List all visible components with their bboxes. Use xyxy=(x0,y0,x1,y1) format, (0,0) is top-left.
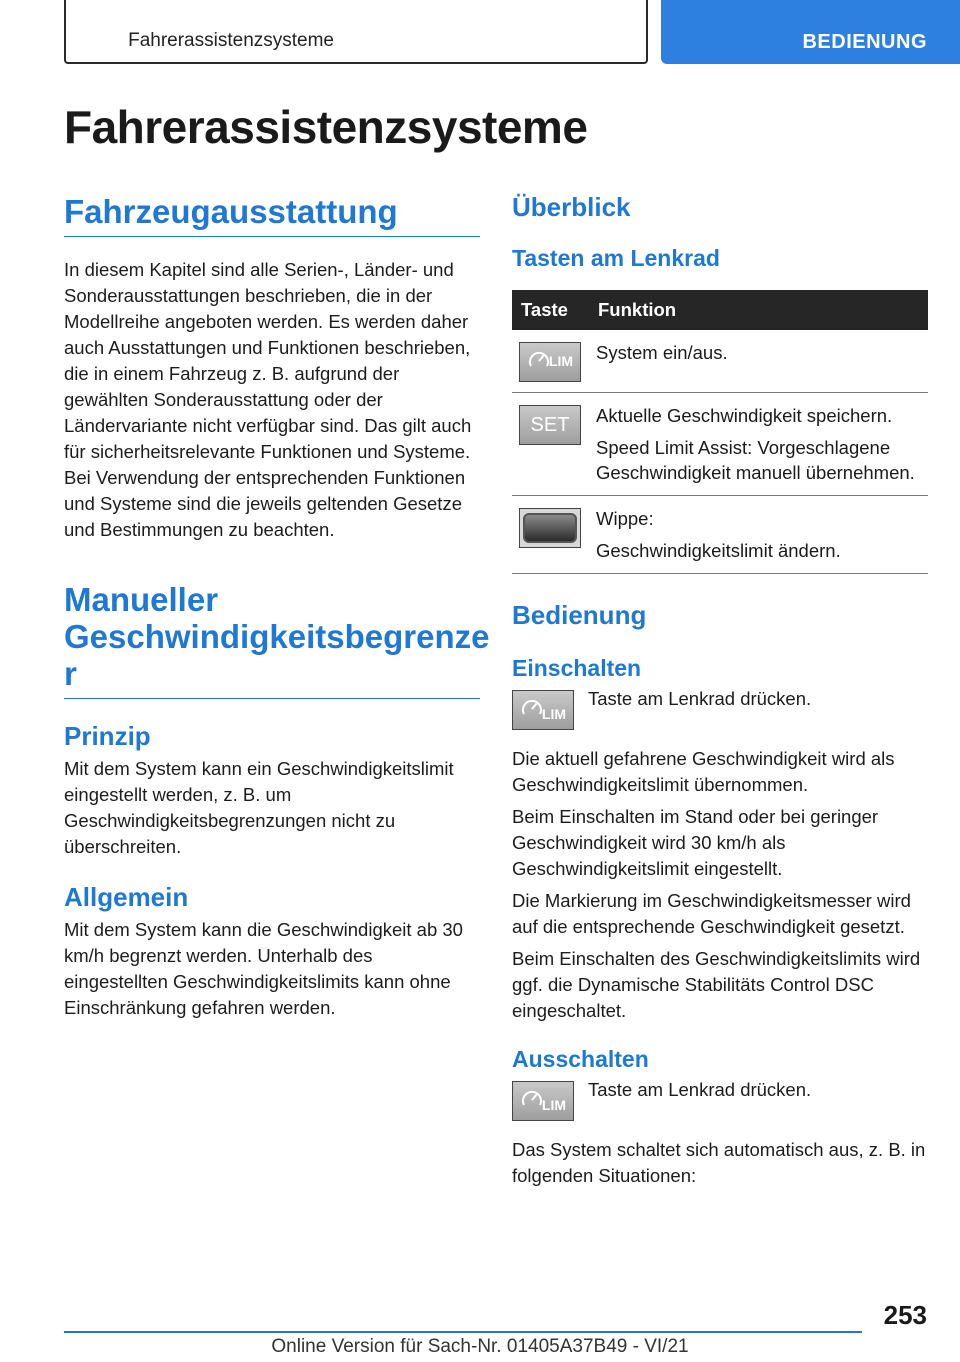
lim-label: LIM xyxy=(541,1097,566,1113)
table-cell-key xyxy=(512,496,589,574)
function-text-secondary: Geschwindigkeitslimit ändern. xyxy=(596,540,841,561)
lim-label: LIM xyxy=(541,706,566,722)
section-title-line-2: Geschwindigkeitsbegrenze xyxy=(64,618,490,655)
subsection-title-tasten: Tasten am Lenkrad xyxy=(512,245,720,271)
prinzip-body: Mit dem System kann ein Geschwindigkeitslimit eingestellt werden, z. B. um Geschwindigkeitsbegrenzungen nicht zu überschreiten. xyxy=(64,758,454,857)
table-header-key: Taste xyxy=(512,290,589,330)
set-button-icon xyxy=(519,405,581,445)
header-chapter-title: BEDIENUNG xyxy=(802,31,927,53)
subsection-title-ausschalten: Ausschalten xyxy=(512,1046,649,1072)
fahrzeugausstattung-body: In diesem Kapitel sind alle Serien-, Länder- und Sonderausstattungen beschrieben, die in der Modellreihe angeboten werden. Es werden daher auch Ausstattungen und Funktionen beschrieben, die in einem Fahrzeug z. B. aufgrund der gewählten Sonderausstattung oder der Ländervariante nicht verfügbar sind. Das gilt auch für sicherheitsrelevante Funktionen und Systeme. Bei Verwendung der entsprechenden Funktionen und Systeme sind die jeweils geltenden Gesetze und Bestimmungen zu beachten. xyxy=(64,259,472,540)
ausschalten-action-text: Taste am Lenkrad drücken. xyxy=(588,1079,812,1100)
function-text-secondary: Speed Limit Assist: Vorgeschlagene Geschwindigkeit manuell übernehmen. xyxy=(596,437,915,483)
lim-button-icon xyxy=(512,690,574,730)
table-header-row xyxy=(512,290,928,330)
section-title-manueller-begrenzer xyxy=(64,581,490,699)
table-cell-function xyxy=(589,330,928,393)
set-label: SET xyxy=(530,413,570,436)
table-cell-key xyxy=(512,393,589,496)
einschalten-paragraph-4: Beim Einschalten des Geschwindigkeitslimits wird ggf. die Dynamische Stabilitäts Control DSC eingeschaltet. xyxy=(512,948,921,1021)
table-row xyxy=(512,393,928,496)
lim-button-icon xyxy=(519,342,581,382)
rocker-switch-icon xyxy=(519,508,581,548)
table-header-function: Funktion xyxy=(589,290,928,330)
subsection-title-einschalten: Einschalten xyxy=(512,655,642,681)
function-text: System ein/aus. xyxy=(596,342,728,363)
function-text: Aktuelle Geschwindigkeit speichern. xyxy=(596,405,893,426)
ausschalten-paragraph-1: Das System schaltet sich automatisch aus, z. B. in folgenden Situationen: xyxy=(512,1139,926,1186)
einschalten-paragraph-1: Die aktuell gefahrene Geschwindigkeit wird als Geschwindigkeitslimit übernommen. xyxy=(512,748,895,795)
header-tab-chapter xyxy=(661,0,960,64)
right-column xyxy=(512,190,928,1189)
section-title-line-3: r xyxy=(64,655,77,692)
key-function-table xyxy=(512,290,928,574)
header-section-title: Fahrerassistenzsysteme xyxy=(128,30,334,51)
subsection-title-allgemein: Allgemein xyxy=(64,882,189,912)
table-row xyxy=(512,496,928,574)
function-text: Wippe: xyxy=(596,508,654,529)
allgemein-body: Mit dem System kann die Geschwindigkeit ab 30 km/h begrenzt werden. Unterhalb des eingestellten Geschwindigkeitslimits kann ohne Einschränkung gefahren werden. xyxy=(64,919,463,1018)
table-cell-key xyxy=(512,330,589,393)
subsection-title-prinzip: Prinzip xyxy=(64,721,151,751)
einschalten-paragraph-3: Die Markierung im Geschwindigkeitsmesser wird auf die entsprechende Geschwindigkeit gesetzt. xyxy=(512,890,911,937)
header-tab-section xyxy=(64,0,648,64)
table-cell-function xyxy=(589,496,928,574)
table-row xyxy=(512,330,928,393)
einschalten-action-row xyxy=(512,686,928,738)
lim-label: LIM xyxy=(548,353,573,369)
page-number: 253 xyxy=(883,1300,927,1330)
section-title-fahrzeugausstattung: Fahrzeugausstattung xyxy=(64,194,480,237)
subsection-title-ueberblick: Überblick xyxy=(512,192,631,222)
footer-divider xyxy=(64,1331,862,1333)
einschalten-action-text: Taste am Lenkrad drücken. xyxy=(588,688,812,709)
lim-button-icon xyxy=(512,1081,574,1121)
table-cell-function xyxy=(589,393,928,496)
section-title-line-1: Manueller xyxy=(64,581,219,618)
footer-text: Online Version für Sach-Nr. 01405A37B49 - VI/21 xyxy=(271,1336,689,1357)
ausschalten-action-row xyxy=(512,1077,928,1129)
left-column xyxy=(64,190,490,1021)
page-title: Fahrerassistenzsysteme xyxy=(64,101,588,153)
einschalten-paragraph-2: Beim Einschalten im Stand oder bei geringer Geschwindigkeit wird 30 km/h als Geschwindigkeitslimit eingestellt. xyxy=(512,806,879,879)
subsection-title-bedienung: Bedienung xyxy=(512,600,647,630)
